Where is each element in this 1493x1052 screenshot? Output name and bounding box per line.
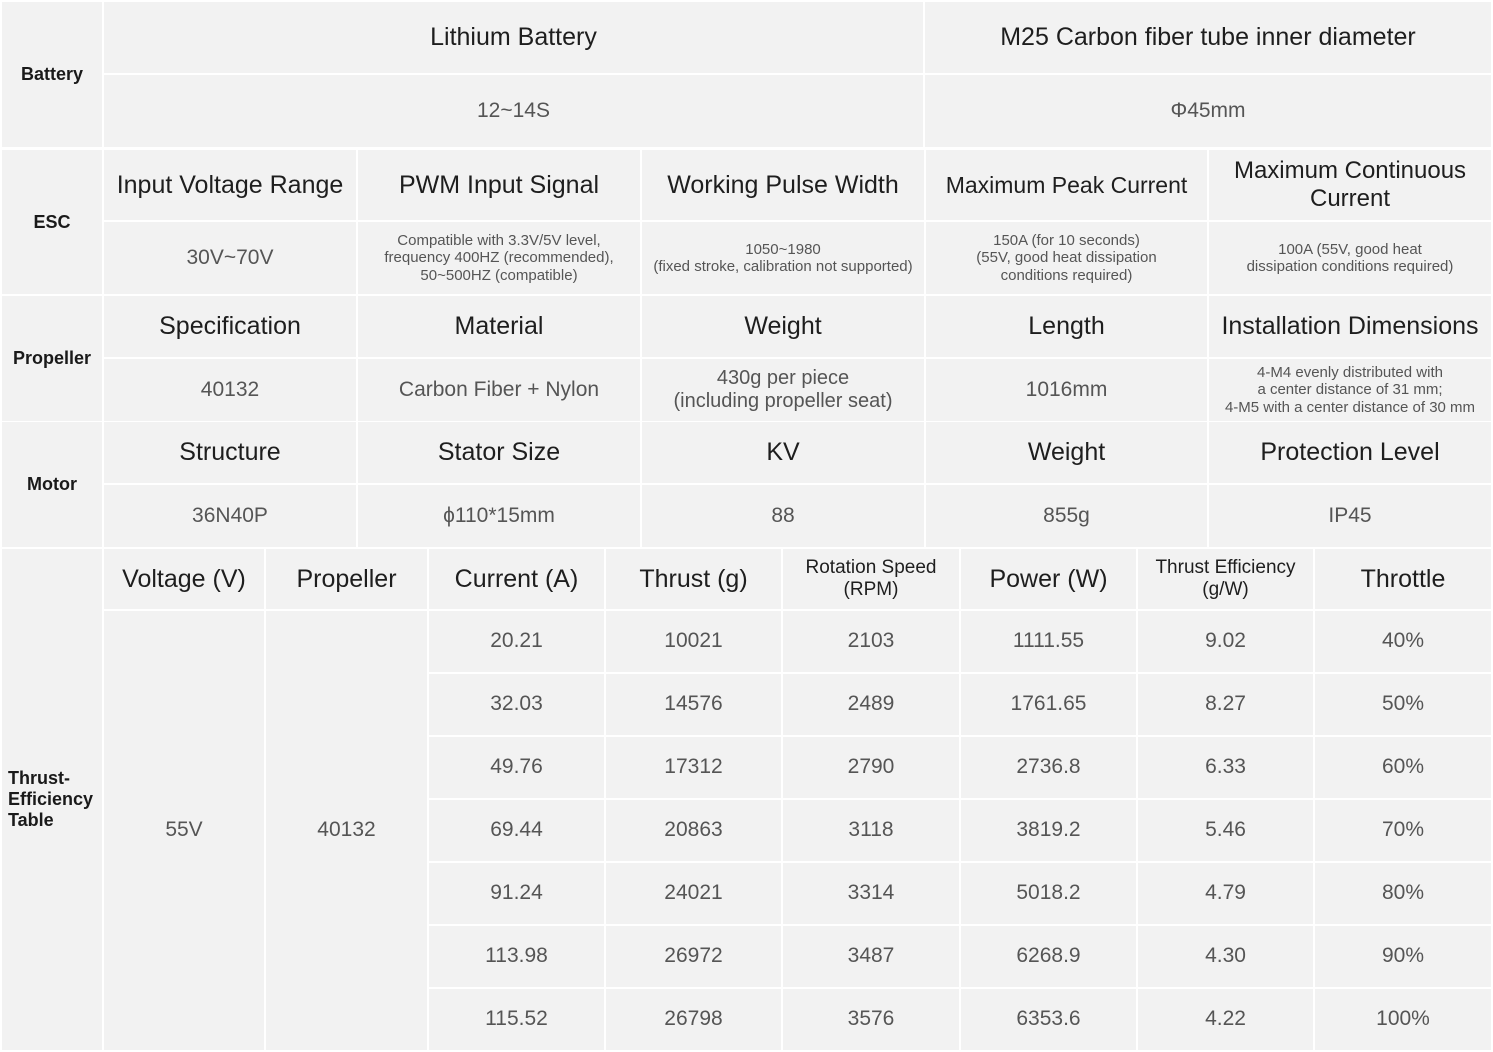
thrust-cell-r3-c2: 3118 <box>783 800 959 861</box>
propeller-header-2: Weight <box>642 296 924 357</box>
thrust-cell-r3-c1: 20863 <box>606 800 781 861</box>
thrust-cell-r1-c4: 8.27 <box>1138 674 1313 735</box>
thrust-cell-r2-c1: 17312 <box>606 737 781 798</box>
propeller-value-0: 40132 <box>104 359 356 421</box>
thrust-cell-r3-c3: 3819.2 <box>961 800 1136 861</box>
propeller-value-4: 4-M4 evenly distributed with a center distance of 31 mm; 4-M5 with a center distance of 30 mm <box>1209 359 1491 421</box>
tube-diameter-value: Φ45mm <box>925 75 1491 147</box>
thrust-cell-r5-c2: 3487 <box>783 926 959 987</box>
propeller-value-3: 1016mm <box>926 359 1207 421</box>
thrust-header-7: Throttle <box>1315 549 1491 609</box>
thrust-cell-r6-c4: 4.22 <box>1138 989 1313 1050</box>
esc-header-1: PWM Input Signal <box>358 150 640 220</box>
thrust-cell-r6-c1: 26798 <box>606 989 781 1050</box>
propeller-value: 40132 <box>266 611 427 1050</box>
thrust-cell-r3-c5: 70% <box>1315 800 1491 861</box>
thrust-cell-r0-c2: 2103 <box>783 611 959 672</box>
thrust-cell-r6-c3: 6353.6 <box>961 989 1136 1050</box>
esc-header-2: Working Pulse Width <box>642 150 924 220</box>
thrust-cell-r1-c2: 2489 <box>783 674 959 735</box>
thrust-header-5: Power (W) <box>961 549 1136 609</box>
thrust-cell-r1-c5: 50% <box>1315 674 1491 735</box>
thrust-cell-r5-c0: 113.98 <box>429 926 604 987</box>
motor-header-3: Weight <box>926 422 1207 483</box>
thrust-cell-r5-c3: 6268.9 <box>961 926 1136 987</box>
esc-header-4: Maximum Continuous Current <box>1209 150 1491 220</box>
thrust-header-3: Thrust (g) <box>606 549 781 609</box>
esc-value-0: 30V~70V <box>104 222 356 294</box>
thrust-cell-r2-c2: 2790 <box>783 737 959 798</box>
motor-header-0: Structure <box>104 422 356 483</box>
thrust-cell-r0-c1: 10021 <box>606 611 781 672</box>
esc-value-2: 1050~1980 (fixed stroke, calibration not supported) <box>642 222 924 294</box>
thrust-cell-r2-c3: 2736.8 <box>961 737 1136 798</box>
thrust-cell-r4-c2: 3314 <box>783 863 959 924</box>
motor-value-1: ϕ110*15mm <box>358 485 640 547</box>
esc-section-label: ESC <box>2 150 102 294</box>
thrust-cell-r4-c0: 91.24 <box>429 863 604 924</box>
thrust-cell-r0-c3: 1111.55 <box>961 611 1136 672</box>
battery-type-value: 12~14S <box>104 75 923 147</box>
thrust-cell-r2-c5: 60% <box>1315 737 1491 798</box>
voltage-value: 55V <box>104 611 264 1050</box>
thrust-cell-r0-c4: 9.02 <box>1138 611 1313 672</box>
motor-value-4: IP45 <box>1209 485 1491 547</box>
thrust-cell-r0-c5: 40% <box>1315 611 1491 672</box>
propeller-header-4: Installation Dimensions <box>1209 296 1491 357</box>
motor-value-2: 88 <box>642 485 924 547</box>
propeller-header-1: Material <box>358 296 640 357</box>
battery-type-header: Lithium Battery <box>104 2 923 73</box>
esc-value-3: 150A (for 10 seconds) (55V, good heat dissipation conditions required) <box>926 222 1207 294</box>
propeller-section-label: Propeller <box>2 296 102 421</box>
thrust-cell-r1-c3: 1761.65 <box>961 674 1136 735</box>
tube-diameter-header: M25 Carbon fiber tube inner diameter <box>925 2 1491 73</box>
motor-section-label: Motor <box>2 422 102 547</box>
thrust-header-1: Propeller <box>266 549 427 609</box>
thrust-cell-r4-c4: 4.79 <box>1138 863 1313 924</box>
motor-value-3: 855g <box>926 485 1207 547</box>
thrust-cell-r3-c0: 69.44 <box>429 800 604 861</box>
propeller-header-3: Length <box>926 296 1207 357</box>
thrust-header-0: Voltage (V) <box>104 549 264 609</box>
propeller-value-1: Carbon Fiber + Nylon <box>358 359 640 421</box>
motor-header-4: Protection Level <box>1209 422 1491 483</box>
thrust-cell-r5-c1: 26972 <box>606 926 781 987</box>
thrust-cell-r6-c5: 100% <box>1315 989 1491 1050</box>
thrust-cell-r4-c5: 80% <box>1315 863 1491 924</box>
thrust-cell-r1-c0: 32.03 <box>429 674 604 735</box>
motor-header-1: Stator Size <box>358 422 640 483</box>
thrust-header-6: Thrust Efficiency (g/W) <box>1138 549 1313 609</box>
esc-header-3: Maximum Peak Current <box>926 150 1207 220</box>
thrust-cell-r5-c5: 90% <box>1315 926 1491 987</box>
thrust-header-4: Rotation Speed (RPM) <box>783 549 959 609</box>
esc-header-0: Input Voltage Range <box>104 150 356 220</box>
thrust-cell-r6-c2: 3576 <box>783 989 959 1050</box>
thrust-cell-r0-c0: 20.21 <box>429 611 604 672</box>
esc-value-4: 100A (55V, good heat dissipation conditions required) <box>1209 222 1491 294</box>
thrust-cell-r1-c1: 14576 <box>606 674 781 735</box>
motor-value-0: 36N40P <box>104 485 356 547</box>
motor-header-2: KV <box>642 422 924 483</box>
propeller-value-2: 430g per piece (including propeller seat) <box>642 359 924 421</box>
thrust-cell-r5-c4: 4.30 <box>1138 926 1313 987</box>
thrust-cell-r4-c1: 24021 <box>606 863 781 924</box>
thrust-cell-r6-c0: 115.52 <box>429 989 604 1050</box>
battery-section-label: Battery <box>2 2 102 147</box>
thrust-cell-r2-c4: 6.33 <box>1138 737 1313 798</box>
thrust-header-2: Current (A) <box>429 549 604 609</box>
thrust-section-label: Thrust- Efficiency Table <box>2 549 102 1050</box>
propeller-header-0: Specification <box>104 296 356 357</box>
thrust-cell-r3-c4: 5.46 <box>1138 800 1313 861</box>
thrust-cell-r2-c0: 49.76 <box>429 737 604 798</box>
thrust-cell-r4-c3: 5018.2 <box>961 863 1136 924</box>
esc-value-1: Compatible with 3.3V/5V level, frequency 400HZ (recommended), 50~500HZ (compatible) <box>358 222 640 294</box>
